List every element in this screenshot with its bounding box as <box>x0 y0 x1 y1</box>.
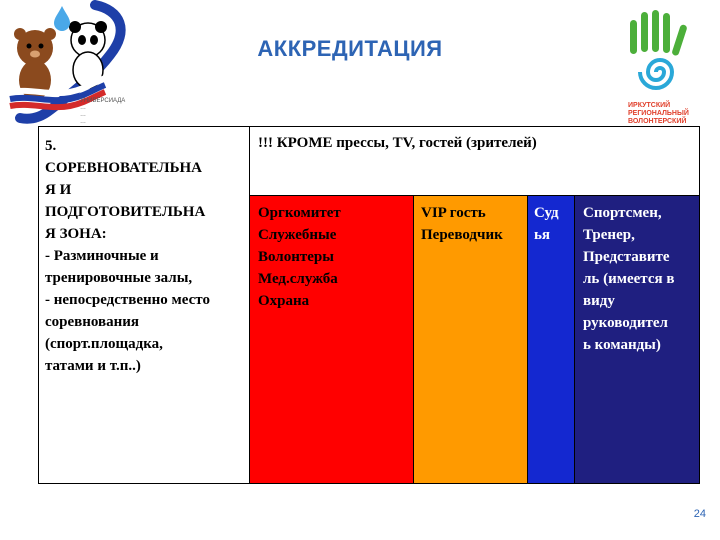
blue-role: ья <box>534 227 551 243</box>
red-role: Волонтеры <box>258 249 334 265</box>
red-role: Оргкомитет <box>258 205 341 221</box>
exclusion-note-cell <box>249 126 700 196</box>
navy-role: ь команды) <box>583 337 661 353</box>
navy-role: руководител <box>583 315 668 331</box>
zone-line: тренировочные залы, <box>45 270 193 286</box>
navy-access-cell <box>574 195 700 484</box>
zone-line: (спорт.площадка, <box>45 336 163 352</box>
volunteer-center-text: ИРКУТСКИЙ РЕГИОНАЛЬНЫЙ ВОЛОНТЕРСКИЙ <box>628 102 689 125</box>
red-access-cell <box>249 195 414 484</box>
zone-line: Я И <box>45 182 72 198</box>
navy-role: Спортсмен, <box>583 205 662 221</box>
universiade-logo <box>0 0 135 145</box>
orange-role: VIP гость <box>421 205 486 221</box>
orange-access-cell <box>413 195 528 484</box>
hand-spiral-icon <box>626 10 698 100</box>
red-role: Служебные <box>258 227 337 243</box>
zone-line: соревнования <box>45 314 140 330</box>
zone-line: ПОДГОТОВИТЕЛЬНА <box>45 204 206 220</box>
universiade-logo-text: УНИВЕРСИАДА … … … <box>80 98 126 125</box>
zone-line: - Разминочные и <box>45 248 159 264</box>
volunteer-center-logo <box>618 10 714 135</box>
page-title: АККРЕДИТАЦИЯ <box>257 36 443 61</box>
red-role: Охрана <box>258 293 310 309</box>
red-role: Мед.служба <box>258 271 338 287</box>
zone-line: татами и т.п..) <box>45 358 141 374</box>
zone-line: 5. <box>45 138 57 154</box>
navy-role: ль (имеется в <box>583 271 675 287</box>
accreditation-table <box>38 126 700 484</box>
zone-description-cell <box>38 126 250 484</box>
blue-role: Суд <box>534 205 559 221</box>
zone-line: СОРЕВНОВАТЕЛЬНА <box>45 160 202 176</box>
zone-line: - непосредственно место <box>45 292 210 308</box>
blue-access-cell <box>527 195 575 484</box>
page-number: 24 <box>693 508 706 520</box>
navy-role: виду <box>583 293 615 309</box>
navy-role: Представите <box>583 249 670 265</box>
zone-line: Я ЗОНА: <box>45 226 107 242</box>
orange-role: Переводчик <box>421 227 503 243</box>
exclusion-note: !!! КРОМЕ прессы, TV, гостей (зрителей) <box>258 135 537 151</box>
navy-role: Тренер, <box>583 227 635 243</box>
